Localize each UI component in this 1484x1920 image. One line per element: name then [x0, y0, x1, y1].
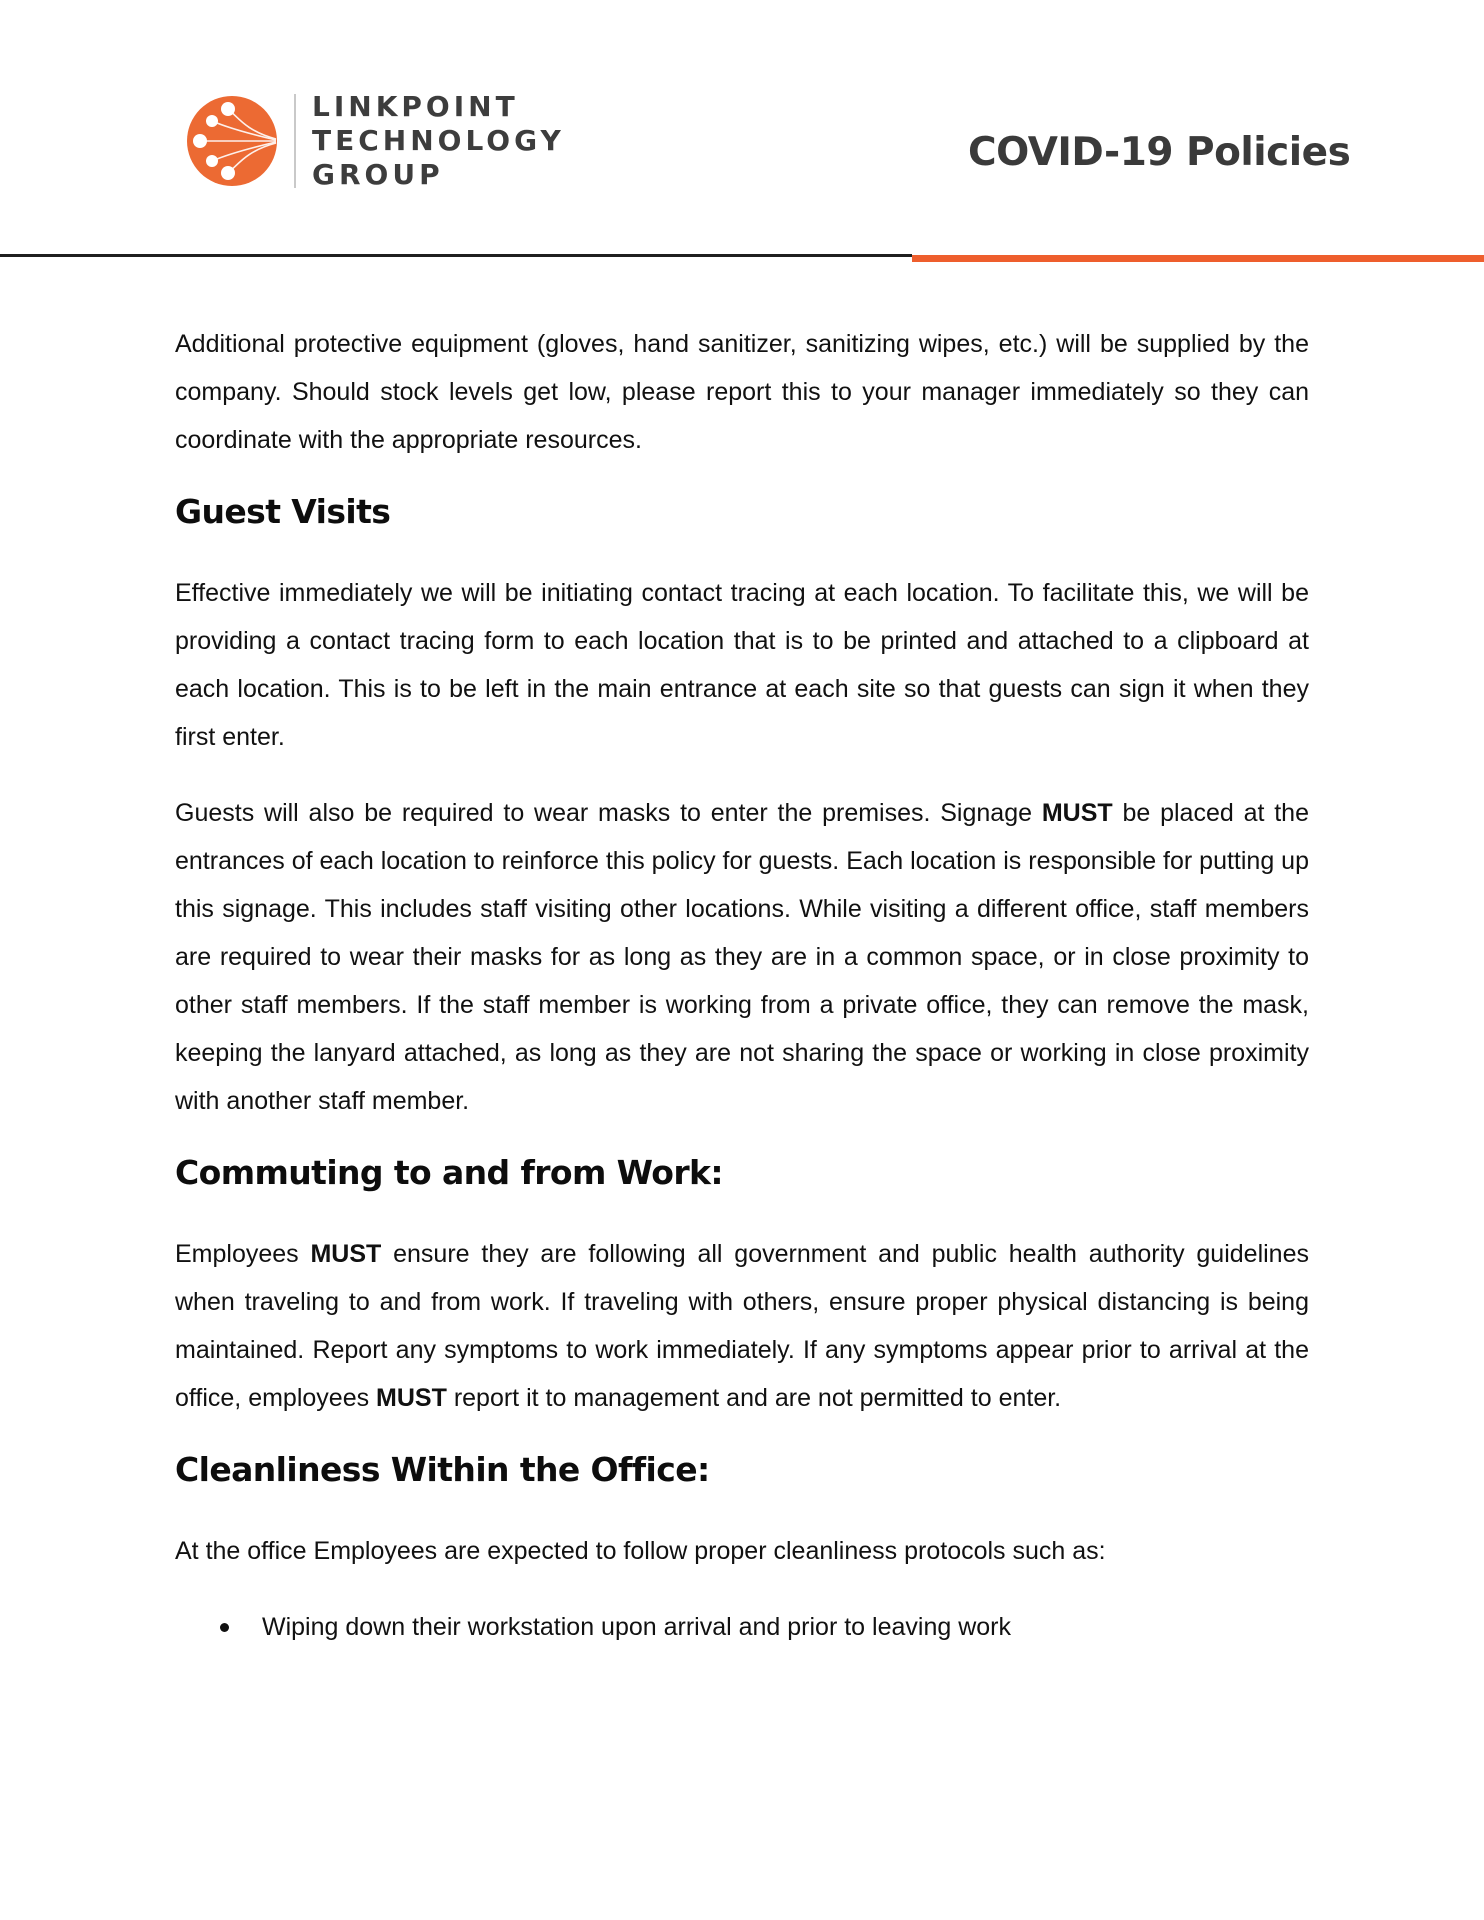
document-header: [0, 0, 1484, 270]
list-item: [175, 1603, 1309, 1651]
text-run: Employees: [175, 1240, 311, 1268]
intro-paragraph: Additional protective equipment (gloves, hand sanitizer, sanitizing wipes, etc.) will be supplied by the company. Should stock levels get low, please report this to your manager immediately so they can coordinate with the appropriate resources.: [175, 330, 1309, 454]
company-name-line: LINKPOINT: [312, 90, 519, 123]
bullet-list: [175, 1603, 1309, 1651]
document-body: [175, 320, 1309, 1651]
paragraph: [175, 1230, 1309, 1422]
list-item-text: Wiping down their workstation upon arrival and prior to leaving work: [262, 1613, 1011, 1641]
section-heading-cleanliness: Cleanliness Within the Office:: [175, 1450, 710, 1489]
company-name: [312, 90, 565, 192]
paragraph: At the office Employees are expected to follow proper cleanliness protocols such as:: [175, 1537, 1106, 1565]
company-logo: [186, 90, 565, 192]
emphasis-must: MUST: [376, 1384, 447, 1412]
section-heading-guest-visits: Guest Visits: [175, 492, 391, 531]
emphasis-must: MUST: [1041, 799, 1113, 827]
header-rule-dark: [0, 254, 912, 257]
bullet-icon: [220, 1623, 229, 1632]
network-nodes-circle-icon: [186, 95, 278, 187]
emphasis-must: MUST: [310, 1240, 382, 1268]
document-title: COVID-19 Policies: [968, 130, 1351, 175]
company-name-line: TECHNOLOGY: [312, 124, 565, 157]
logo-divider: [294, 94, 296, 188]
text-run: ensure they are following all government and public health authority guidelines when traveling to and from work. If traveling with others, ensure proper physical distancing is being maintained. Report any symptoms to work immediately. If any symptoms appear prior to arrival at the office, employees: [175, 1240, 1309, 1412]
company-name-line: GROUP: [312, 158, 444, 191]
header-rule-accent: [912, 255, 1484, 262]
text-run: report it to management and are not permitted to enter.: [446, 1384, 1062, 1412]
paragraph: [175, 789, 1309, 1125]
section-heading-commuting: Commuting to and from Work:: [175, 1153, 723, 1192]
text-run: be placed at the entrances of each location to reinforce this policy for guests. Each location is responsible for putting up this signage. This includes staff visiting other locations. While visiting a different office, staff members are required to wear their masks for as long as they are in a common space, or in close proximity to other staff members. If the staff member is working from a private office, they can remove the mask, keeping the lanyard attached, as long as they are not sharing the space or working in close proximity with another staff member.: [175, 799, 1309, 1115]
paragraph: Effective immediately we will be initiating contact tracing at each location. To facilitate this, we will be providing a contact tracing form to each location that is to be printed and attached to a clipboard at each location. This is to be left in the main entrance at each site so that guests can sign it when they first enter.: [175, 579, 1309, 751]
text-run: Guests will also be required to wear masks to enter the premises. Signage: [175, 799, 1042, 827]
